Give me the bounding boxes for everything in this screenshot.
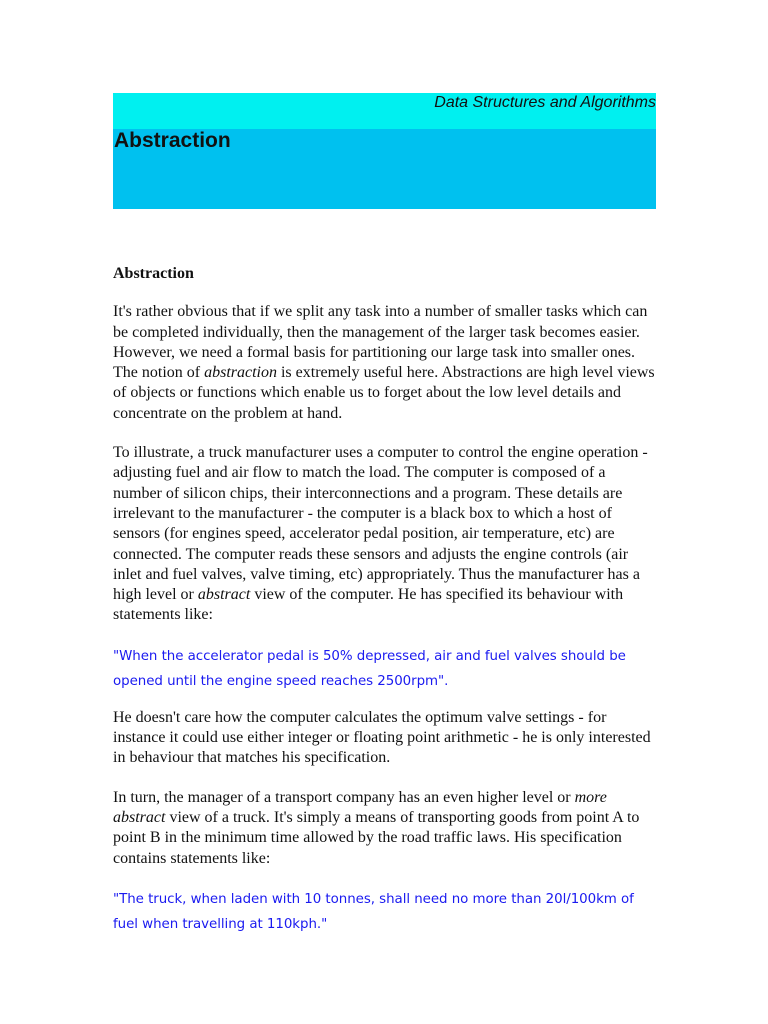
paragraph-3: He doesn't care how the computer calculates the optimum valve settings - for instance it could use either integer or floating point arithmetic - he is only interested in behaviour that matches his specification.	[113, 708, 651, 767]
paragraph-1-text-a: It's rather obvious that if we split any task into a number of smaller tasks which can be completed individually, then the management of the larger task becomes easier. However, we need a formal basis for partitioning our large task into smaller ones. The notion of	[113, 303, 648, 382]
header-top-band	[113, 93, 656, 129]
paragraph-2	[113, 443, 658, 626]
quote-2: "The truck, when laden with 10 tonnes, shall need no more than 20l/100km of fuel when travelling at 110kph."	[113, 891, 634, 932]
paragraph-4	[113, 788, 658, 869]
paragraph-2-text-a: To illustrate, a truck manufacturer uses a computer to control the engine operation - adjusting fuel and air flow to match the load. The computer is composed of a number of silicon chips, their interconnections and a program. These details are irrelevant to the manufacturer - the computer is a black box to which a host of sensors (for engines speed, accelerator pedal position, air temperature, etc) are connected. The computer reads these sensors and adjusts the engine controls (air inlet and fuel valves, valve timing, etc) appropriately. Thus the manufacturer has a high level or	[113, 444, 648, 604]
paragraph-1-emphasis: abstraction	[204, 364, 277, 382]
page-title: Abstraction	[114, 129, 231, 152]
paragraph-4-emphasis: more abstract	[113, 788, 607, 826]
paragraph-4-text-a: In turn, the manager of a transport company has an even higher level or	[113, 788, 575, 806]
header-banner	[113, 93, 656, 209]
paragraph-4-text-b: view of a truck. It's simply a means of transporting goods from point A to point B in the minimum time allowed by the road traffic laws. His specification contains statements like:	[113, 808, 640, 867]
paragraph-1-text-b: is extremely useful here. Abstractions are high level views of objects or functions which enable us to forget about the low level details and concentrate on the problem at hand.	[113, 364, 655, 422]
quote-1: "When the accelerator pedal is 50% depressed, air and fuel valves should be opened until the engine speed reaches 2500rpm".	[113, 648, 626, 689]
document-body	[113, 264, 658, 954]
paragraph-2-text-b: view of the computer. He has specified its behaviour with statements like:	[113, 586, 624, 624]
paragraph-2-emphasis: abstract	[197, 586, 251, 604]
paragraph-1	[113, 302, 658, 424]
section-heading: Abstraction	[113, 265, 194, 282]
course-title: Data Structures and Algorithms	[434, 94, 656, 111]
